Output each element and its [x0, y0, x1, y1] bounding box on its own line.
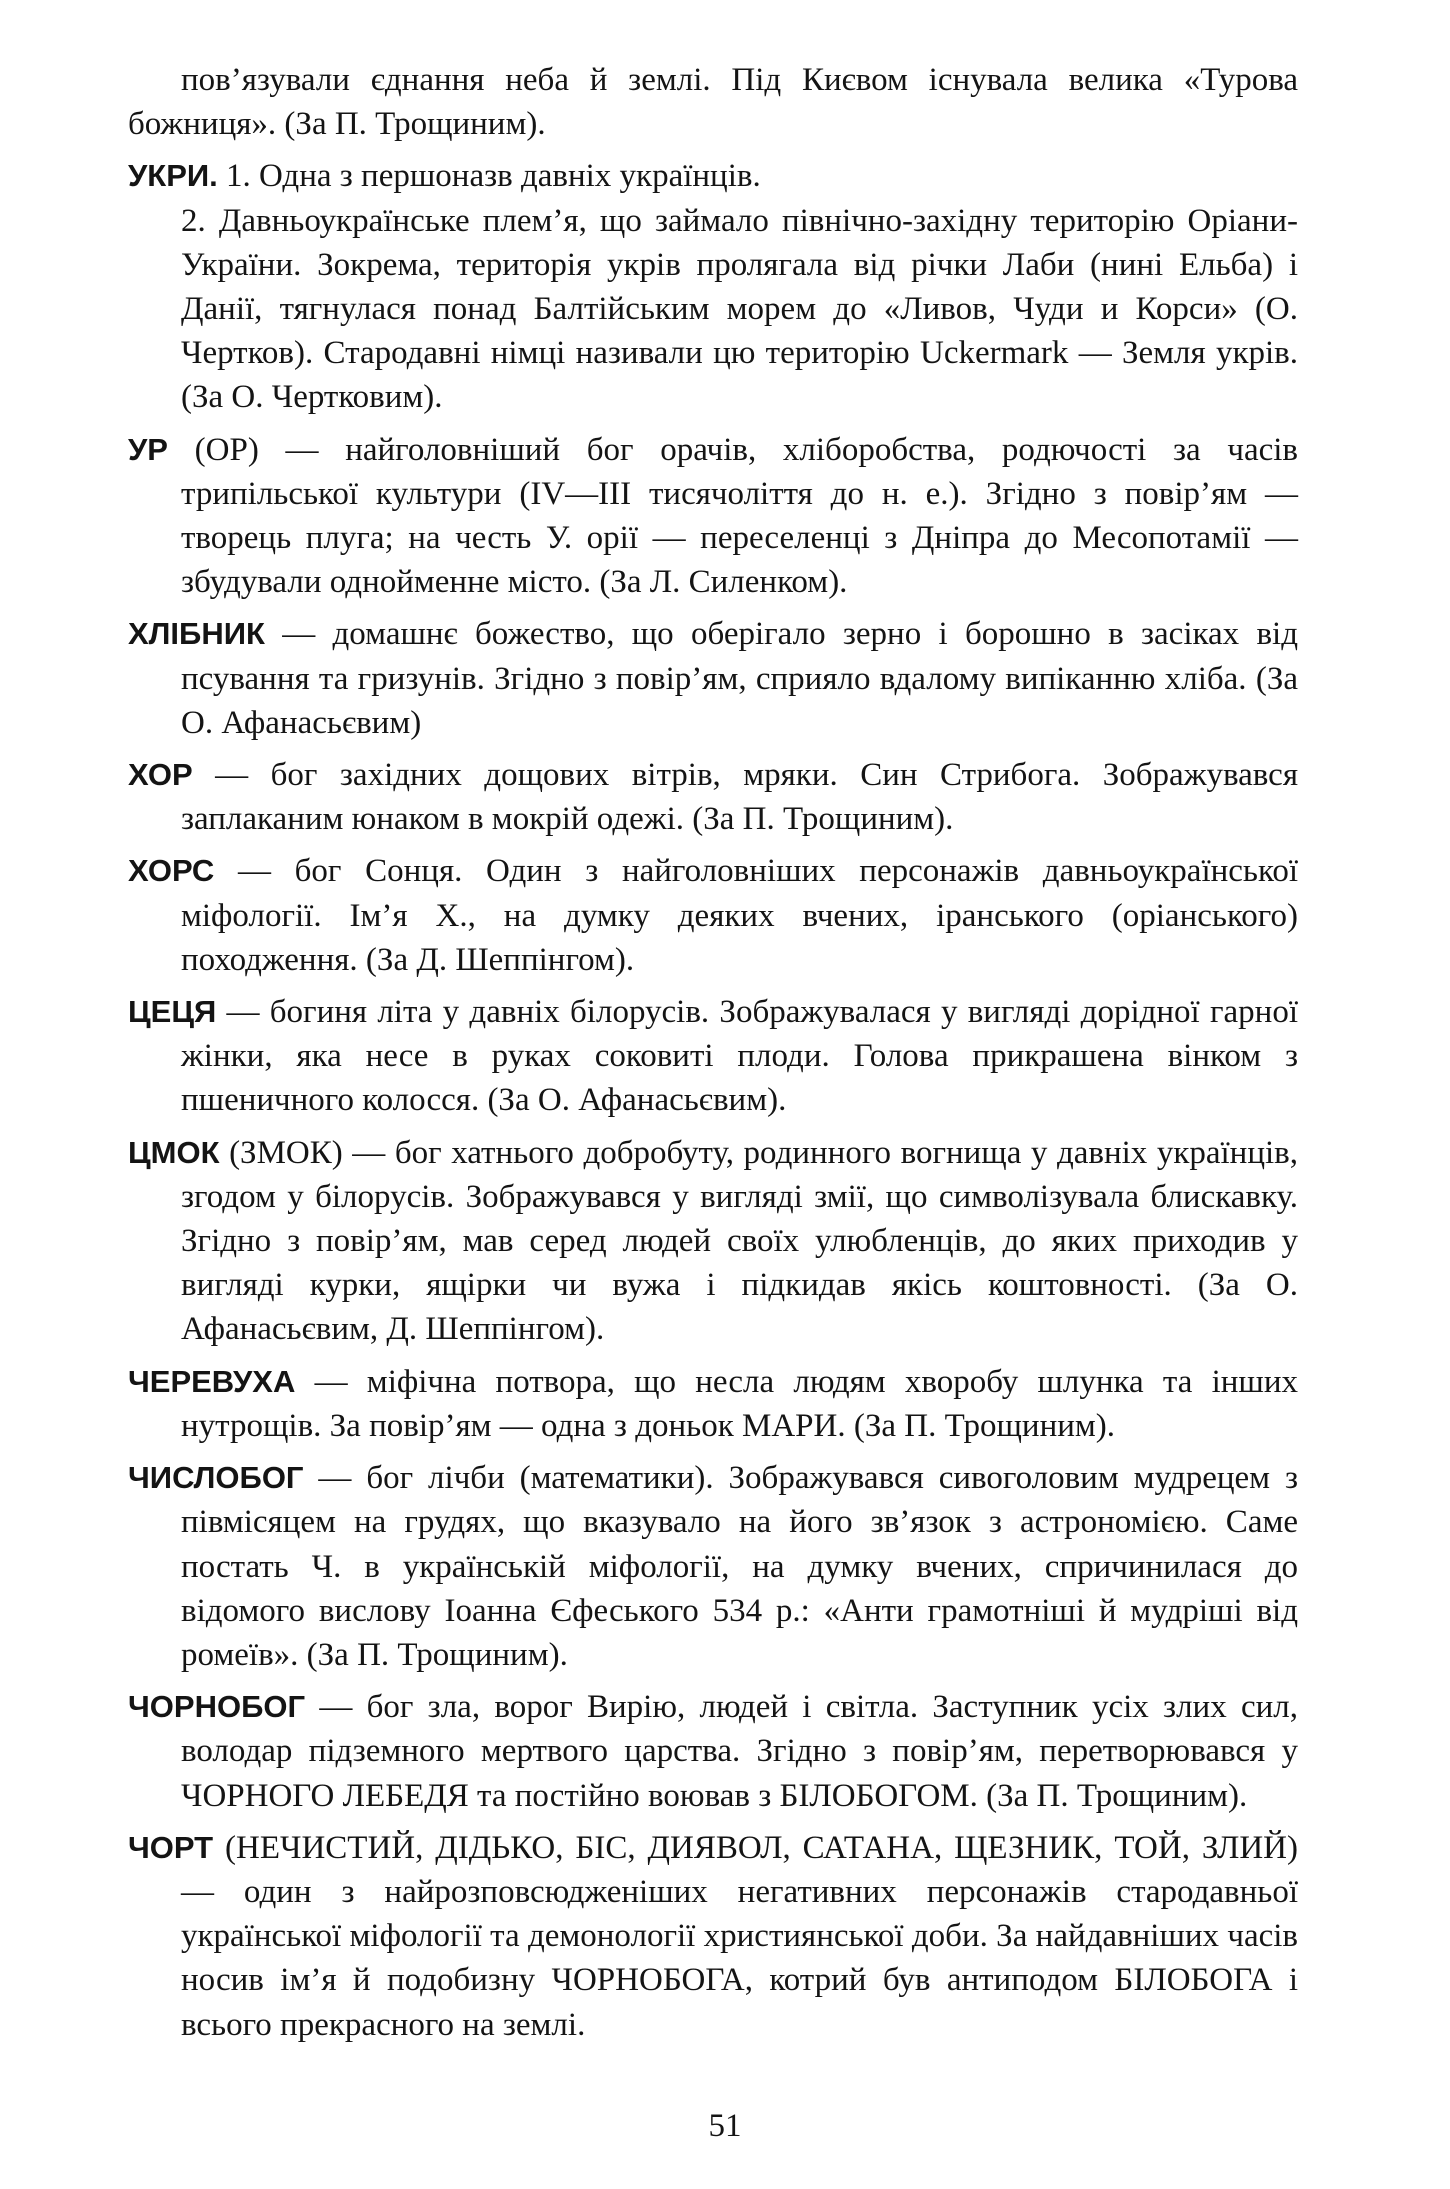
- headword: УКРИ.: [128, 158, 218, 194]
- dictionary-page: [128, 58, 1298, 2047]
- headword: ЧИСЛОБОГ: [128, 1460, 304, 1496]
- headword: ЧОРТ: [128, 1829, 214, 1865]
- entry-text: — домашнє божество, що оберігало зерно і борошно в засіках від псування та гризунів. Згідно з повір’ям, сприяло вдалому випіканню хліба. (За О. Афанасьєвим): [181, 616, 1299, 741]
- entry-khor: [128, 753, 1298, 841]
- headword: ЧЕРЕВУХА: [128, 1363, 296, 1399]
- headword: ХЛІБНИК: [128, 616, 265, 652]
- headword: ЦМОК: [128, 1134, 220, 1170]
- entry-text: — бог лічби (математики). Зображувався сивоголовим мудрецем з півмісяцем на грудях, що вказувало на його зв’язок з астрономією. Саме постать Ч. в українській міфології, на думку вчених, спричинилася до відомого вислову Іоанна Єфеського 534 р.: «Анти грамотніші й мудріші від ромеїв». (За П. Трощиним).: [181, 1460, 1298, 1673]
- headword: УР: [128, 431, 168, 467]
- entry-text: (ОР) — найголовніший бог орачів, хліборобства, родючості за часів трипільської культури (IV—III тисячоліття до н. е.). Згідно з повір’ям — творець плуга; на честь У. орії — переселенці з Дніпра до Месопотамії — збудували однойменне місто. (За Л. Силенком).: [181, 431, 1299, 601]
- continued-paragraph: пов’язували єднання неба й землі. Під Києвом існувала велика «Турова божниця». (За П. Трощиним).: [128, 62, 1298, 143]
- entry-text: — міфічна потвора, що несла людям хворобу шлунка та інших нутрощів. За повір’ям — одна з доньок МАРИ. (За П. Трощиним).: [181, 1363, 1299, 1444]
- entry-text: (ЗМОК) — бог хатнього добробуту, родинного вогнища у давніх українців, згодом у білорусів. Зображувався у вигляді змії, що символізувала блискавку. Згідно з повір’ям, мав серед людей своїх улюбленців, до яких приходив у вигляді курки, ящірки чи вужа і підкидав якісь коштовності. (За О. Афанасьєвим, Д. Шеппінгом).: [181, 1134, 1299, 1348]
- entry-text: 1. Одна з першоназв давніх українців.: [226, 158, 761, 195]
- entry-chyslobog: [128, 1456, 1298, 1677]
- entry-chornobog: [128, 1685, 1298, 1818]
- entry-ur: [128, 428, 1298, 605]
- entry-ukry-sense-2: 2. Давньоукраїнське плем’я, що займало північно-західну територію Оріани-України. Зокрема, територія укрів пролягала від річки Лаби (нині Ельба) і Данії, тягнулася понад Балтійським морем до «Ливов, Чуди и Корси» (О. Чертков). Стародавні німці називали цю територію Uckermark — Земля укрів. (За О. Чертковим).: [181, 202, 1298, 416]
- entry-text: (НЕЧИСТИЙ, ДІДЬКО, БІС, ДИЯВОЛ, САТАНА, ЩЕЗНИК, ТОЙ, ЗЛИЙ) — один з найрозповсюдженіших негативних персонажів стародавньої української міфології та демонології християнської доби. За найдавніших часів носив ім’я й подобизну ЧОРНОБОГА, котрий був антиподом БІЛОБОГА і всього прекрасного на землі.: [181, 1829, 1298, 2043]
- entry-text: — бог Сонця. Один з найголовніших персонажів давньоукраїнської міфології. Ім’я Х., на думку деяких вчених, іранського (оріанського) походження. (За Д. Шеппінгом).: [181, 853, 1298, 978]
- entry-khors: [128, 849, 1298, 982]
- entry-tsetsia: [128, 990, 1298, 1123]
- entry-text: — бог західних дощових вітрів, мряки. Син Стрибога. Зображувався заплаканим юнаком в мокрій одежі. (За П. Трощиним).: [181, 757, 1299, 838]
- entry-text: — бог зла, ворог Вирію, людей і світла. Заступник усіх злих сил, володар підземного мертвого царства. Згідно з повір’ям, перетворювався у ЧОРНОГО ЛЕБЕДЯ та постійно воював з БІЛОБОГОМ. (За П. Трощиним).: [181, 1689, 1298, 1814]
- entry-khlibnyk: [128, 612, 1298, 745]
- headword: ХОРС: [128, 853, 215, 889]
- entry-tsmok: [128, 1131, 1298, 1352]
- headword: ЦЕЦЯ: [128, 994, 217, 1030]
- entry-ukry: [128, 154, 1298, 198]
- headword: ХОР: [128, 757, 193, 793]
- entry-cherevukha: [128, 1360, 1298, 1448]
- page-number: 51: [708, 2108, 742, 2144]
- headword: ЧОРНОБОГ: [128, 1689, 306, 1725]
- entry-chort: [128, 1826, 1298, 2047]
- entry-text: — богиня літа у давніх білорусів. Зображувалася у вигляді дорідної гарної жінки, яка несе в руках соковиті плоди. Голова прикрашена вінком з пшеничного колосся. (За О. Афанасьєвим).: [181, 994, 1298, 1119]
